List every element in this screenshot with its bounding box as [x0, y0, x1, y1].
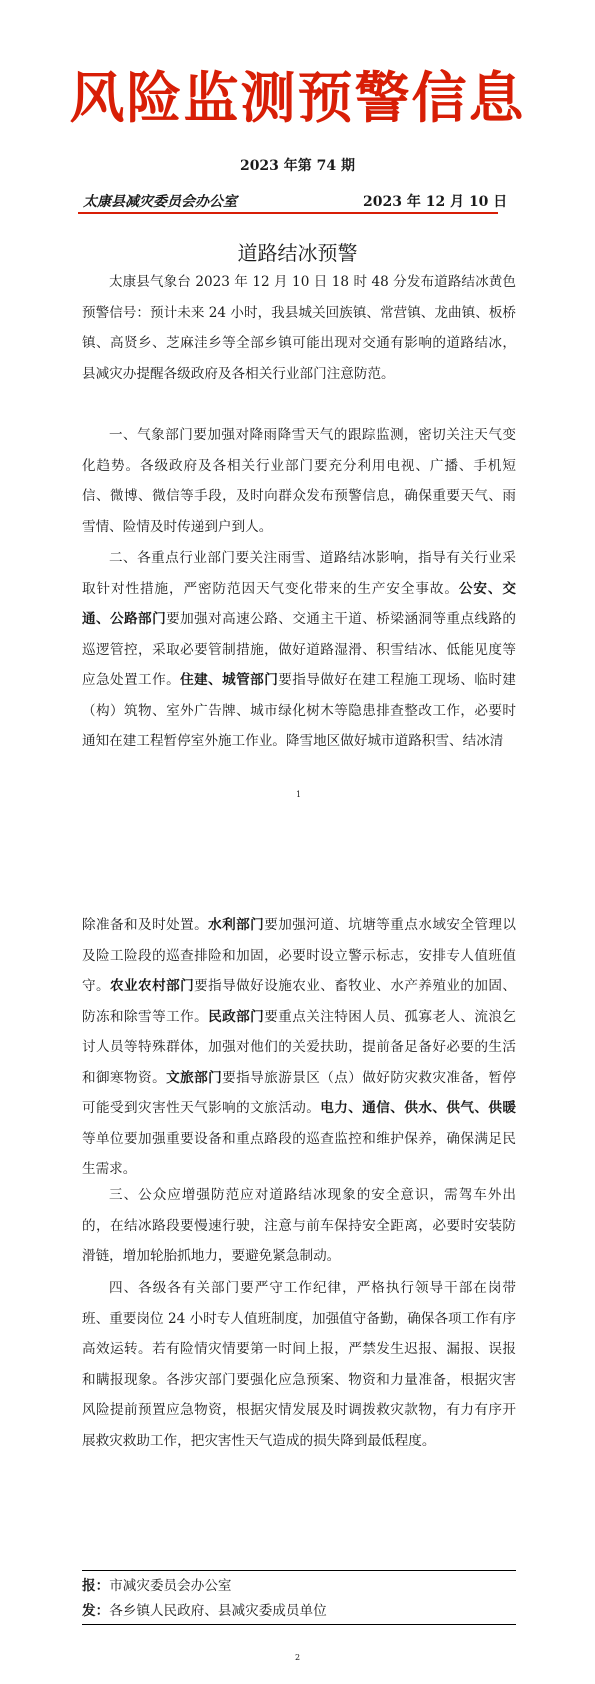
footer-report-row — [82, 1576, 232, 1596]
paragraph-two — [82, 543, 516, 757]
page-mark: 1 — [296, 790, 302, 799]
paragraph-text: 三、公众应增强防范应对道路结冰现象的安全意识，需驾车外出的，在结冰路段要慢速行驶，注意与前车保持安全距离，必要时安装防滑链，增加轮胎抓地力，要避免紧急制动。 — [82, 1187, 516, 1264]
paragraph-intro — [82, 267, 516, 389]
paragraph-text: 要重点关注特困人员、孤寡老人、流浪乞讨人员等特殊群体，加强对他们的关爱扶助，提前备足备好必要的生活和御寒物资。 — [82, 1008, 517, 1086]
emphasized-department: 文旅部门 — [166, 1069, 223, 1086]
paragraph-text: 要指导做好在建工程施工现场、临时建（构）筑物、室外广告牌、城市绿化树木等隐患排查整改工作，必要时通知在建工程暂停室外施工作业。降雪地区做好城市道路积雪、结冰清 — [82, 672, 517, 749]
report-label: 报： — [82, 1578, 110, 1594]
document-title: 道路结冰预警 — [237, 241, 358, 265]
paragraph-two-continued — [82, 910, 516, 1185]
send-recipients: 各乡镇人民政府、县减灾委成员单位 — [109, 1603, 327, 1619]
paragraph-text: 太康县气象台 2023 年 12 月 10 日 18 时 48 分发布道路结冰黄色预警信号：预计未来 24 小时，我县城关回族镇、常营镇、龙曲镇、板桥镇、高贤乡、芝麻洼乡等全部乡镇可能出现对交通有影响的道路结冰，县减灾办提醒各级政府及各相关行业部门注意防范。 — [82, 274, 516, 382]
paragraph-one — [82, 420, 516, 542]
paragraph-text: 要加强河道、坑塘等重点水域安全管理以及险工险段的巡查排险和加固，必要时设立警示标志，安排专人值班值守。 — [82, 917, 517, 994]
paragraph-three — [82, 1180, 516, 1272]
red-divider — [78, 212, 498, 214]
footer-top-rule — [82, 1570, 516, 1571]
paragraph-text: 除准备和及时处置。 — [82, 917, 209, 933]
issuing-office: 太康县减灾委员会办公室 — [83, 194, 237, 210]
issue-date: 2023 年 12 月 10 日 — [363, 194, 508, 210]
report-recipient: 市减灾委员会办公室 — [109, 1578, 232, 1594]
send-label: 发： — [82, 1603, 110, 1619]
paragraph-text: 要指导旅游景区（点）做好防灾救灾准备，暂停可能受到灾害性天气影响的文旅活动。 — [82, 1069, 517, 1116]
paragraph-text: 四、各级各有关部门要严守工作纪律，严格执行领导干部在岗带班、重要岗位 24 小时专人值班制度，加强值守备勤，确保各项工作有序高效运转。若有险情灾情要第一时间上报，严禁发生迟报、漏报、误报和瞒报现象。各涉灾部门要强化应急预案、物资和力量准备，根据灾害风险提前预置应急物资，根据灾情发展及时调拨救灾款物，有力有序开展救灾救助工作，把灾害性天气造成的损失降到最低程度。 — [82, 1280, 516, 1449]
paragraph-text: 一、气象部门要加强对降雨降雪天气的跟踪监测，密切关注天气变化趋势。各级政府及各相关行业部门要充分利用电视、广播、手机短信、微博、微信等手段，及时向群众发布预警信息，确保重要天气、雨雪情、险情及时传递到户到人。 — [82, 427, 516, 535]
emphasized-department: 公安、交通、公路部门 — [82, 580, 517, 627]
emphasized-department: 民政部门 — [208, 1008, 265, 1025]
footer-send-row — [82, 1601, 327, 1621]
page-number: 2 — [294, 1653, 301, 1662]
paragraph-text: 等单位要加强重要设备和重点路段的巡查监控和维护保养，确保满足民生需求。 — [82, 1130, 516, 1177]
masthead-title: 风险监测预警信息 — [69, 66, 526, 130]
issue-number: 2023 年第 74 期 — [239, 158, 356, 174]
paragraph-text: 要加强对高速公路、交通主干道、桥梁涵洞等重点线路的巡逻管控，采取必要管制措施，做好道路湿滑、积雪结冰、低能见度等应急处置工作。 — [82, 611, 517, 688]
emphasized-department: 农业农村部门 — [110, 978, 195, 994]
paragraph-text: 要指导做好设施农业、畜牧业、水产养殖业的加固、防冻和除雪等工作。 — [82, 978, 517, 1025]
emphasized-department: 电力、通信、供水、供气、供暖 — [320, 1100, 517, 1116]
paragraph-text: 二、各重点行业部门要关注雨雪、道路结冰影响，指导有关行业采取针对性措施，严密防范因天气变化带来的生产安全事故。 — [82, 550, 516, 597]
footer-bottom-rule — [82, 1624, 516, 1625]
emphasized-department: 住建、城管部门 — [180, 672, 279, 688]
emphasized-department: 水利部门 — [208, 917, 265, 933]
paragraph-four — [82, 1273, 516, 1456]
